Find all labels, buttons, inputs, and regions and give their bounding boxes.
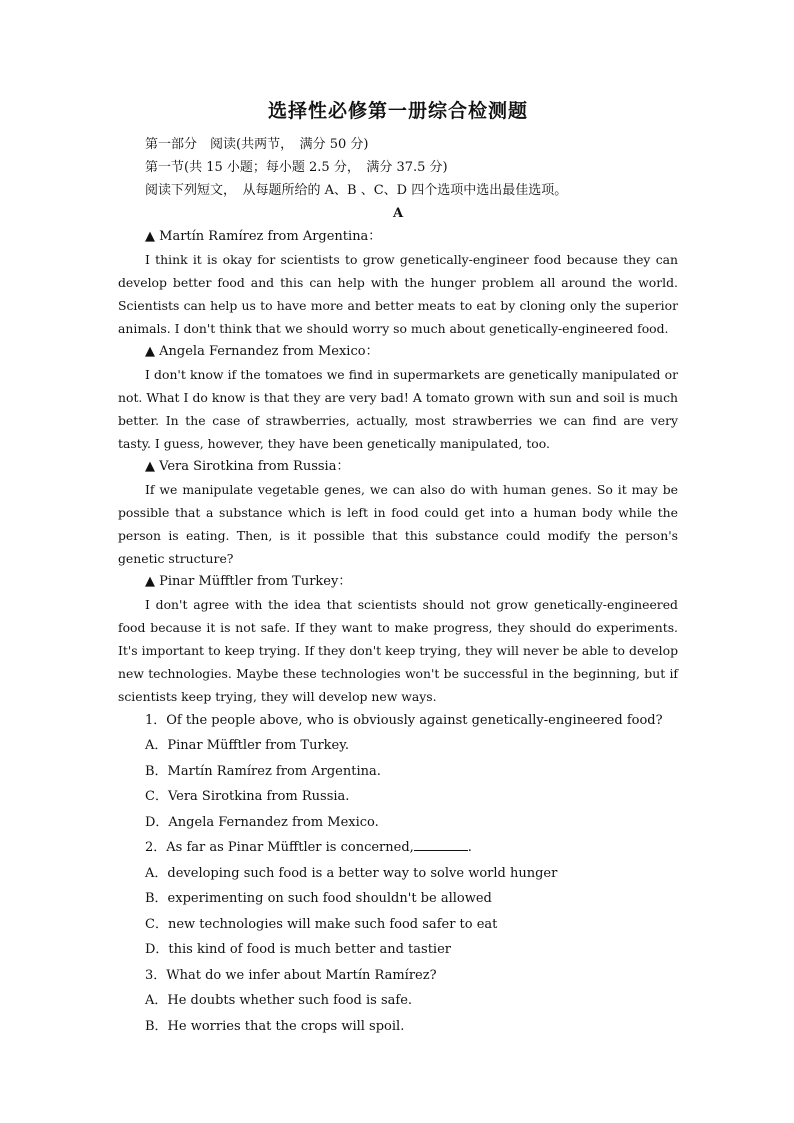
question-option: D．Angela Fernandez from Mexico. (145, 814, 379, 830)
document-page (118, 96, 678, 1039)
question-stem-text: 2．As far as Pinar Müfftler is concerned, (145, 840, 414, 855)
question-stem-end: . (467, 840, 472, 855)
answer-blank (414, 838, 468, 851)
question-option: C．Vera Sirotkina from Russia. (145, 789, 350, 804)
question-stem: 3．What do we infer about Martín Ramírez? (145, 967, 437, 983)
speaker-paragraph: I don't know if the tomatoes we find in supermarkets are genetically manipulated or not. What I do know is that they are very bad! A tomato grown with sun and soil is much better. In the case of strawberries, actually, most strawberries we can find are very tasty. I guess, however, they have been genetically manipulated, too. (118, 367, 678, 451)
question-option: A．Pinar Müfftler from Turkey. (145, 738, 349, 753)
passage-label: A (392, 206, 404, 221)
question-option: D．this kind of food is much better and tastier (145, 942, 451, 957)
speaker-paragraph: I think it is okay for scientists to grow genetically-engineer food because they can develop better food and this can help with the hunger problem all around the world. Scientists can help us to have more and better meats to eat by cloning only the superior animals. I don't think that we should worry so much about genetically-engineered food. (118, 252, 678, 336)
question-option: B．experimenting on such food shouldn't be allowed (145, 891, 492, 906)
speaker-paragraph: I don't agree with the idea that scientists should not grow genetically-engineered food because it is not safe. If they want to make progress, they should do experiments. It's important to keep trying. If they don't keep trying, they will never be able to develop new technologies. Maybe these technologies won't be successful in the beginning, but if scientists keep trying, they will develop new ways. (118, 597, 678, 704)
question-option: B．Martín Ramírez from Argentina. (145, 763, 381, 779)
question-option: A．He doubts whether such food is safe. (145, 993, 413, 1008)
question-option: A．developing such food is a better way to solve world hunger (145, 865, 558, 881)
question-stem (118, 835, 678, 861)
question-option: B．He worries that the crops will spoil. (145, 1018, 405, 1034)
part-heading: 第一部分 阅读(共两节， 满分 50 分) (145, 137, 369, 152)
section-heading: 第一节(共 15 小题；每小题 2.5 分， 满分 37.5 分) (145, 160, 448, 175)
instruction-text: 阅读下列短文， 从每题所给的 A、B 、C、D 四个选项中选出最佳选项。 (145, 183, 568, 198)
speaker-paragraph: If we manipulate vegetable genes, we can also do with human genes. So it may be possible that a substance which is left in food could get into a human body while the person is eating. Then, is it possible that this substance could modify the person's genetic structure? (118, 482, 678, 566)
page-title: 选择性必修第一册综合检测题 (267, 100, 528, 122)
speaker-name: ▲ Pinar Müfftler from Turkey： (145, 574, 352, 589)
speaker-name: ▲ Martín Ramírez from Argentina： (145, 229, 382, 244)
question-stem: 1．Of the people above, who is obviously against genetically-engineered food? (145, 713, 663, 728)
speaker-name: ▲ Angela Fernandez from Mexico： (145, 344, 379, 359)
question-option: C．new technologies will make such food safer to eat (145, 916, 498, 932)
speaker-name: ▲ Vera Sirotkina from Russia： (145, 459, 350, 474)
